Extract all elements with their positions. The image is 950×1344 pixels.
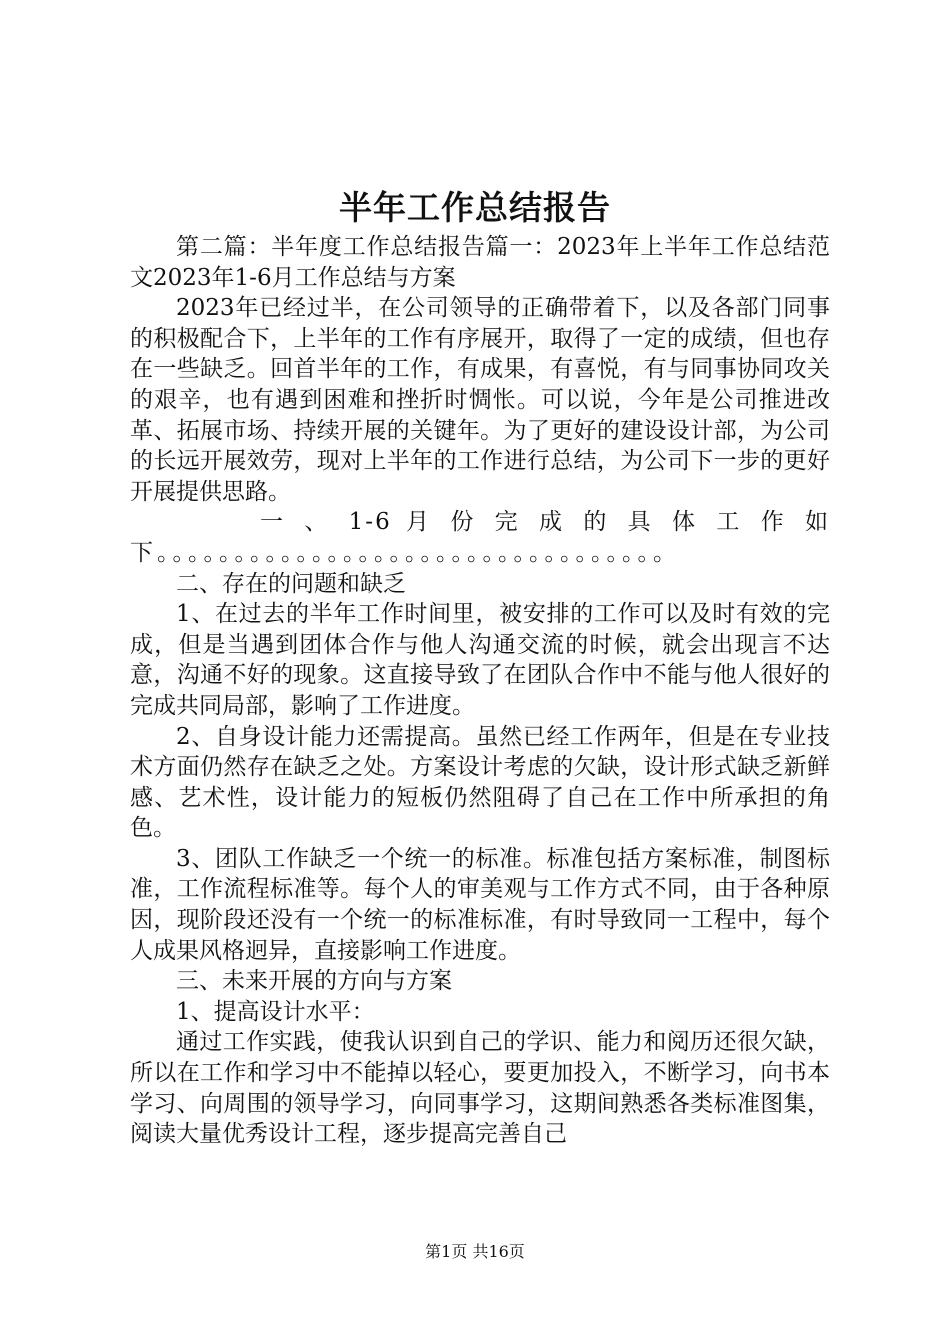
intro-heading-paragraph: 第二篇：半年度工作总结报告篇一：2023年上半年工作总结范文2023年1-6月工作总结与方案 [130,234,830,291]
problem-paragraph-2: 2、自身设计能力还需提高。虽然已经工作两年，但是在专业技术方面仍然存在缺乏之处。方案设计考虑的欠缺，设计形式缺乏新鲜感、艺术性，设计能力的短板仍然阻碍了自己在工作中所承担的角色。 [130,723,830,842]
intro-paragraph: 2023年已经过半，在公司领导的正确带着下，以及各部门同事的积极配合下，上半年的工作有序展开，取得了一定的成绩，但也存在一些缺乏。回首半年的工作，有成果，有喜悦，有与同事协同攻关的艰辛，也有遇到困难和挫折时惆怅。可以说，今年是公司推进改革、拓展市场、持续开展的关键年。为了更好的建设设计部，为公司的长远开展效劳，现对上半年的工作进行总结，为公司下一步的更好开展提供思路。 [130,295,830,505]
document-title: 半年工作总结报告 [339,188,611,227]
section-three-heading: 三、未来开展的方向与方案 [176,968,452,995]
page-footer: 第1页 共16页 [425,1242,525,1261]
section-two-heading: 二、存在的问题和缺乏 [176,570,406,597]
plan-paragraph-1: 通过工作实践，使我认识到自己的学识、能力和阅历还很欠缺，所以在工作和学习中不能掉以轻心，要更加投入，不断学习，向书本学习、向周围的领导学习，向同事学习，这期间熟悉各类标准图集，阅读大量优秀设计工程，逐步提高完善自己 [130,1029,830,1148]
problem-paragraph-1: 1、在过去的半年工作时间里，被安排的工作可以及时有效的完成，但是当遇到团体合作与他人沟通交流的时候，就会出现言不达意，沟通不好的现象。这直接导致了在团队合作中不能与他人很好的完成共同局部，影响了工作进度。 [130,601,830,719]
plan-subheading-1: 1、提高设计水平： [176,998,375,1025]
problem-paragraph-3: 3、团队工作缺乏一个统一的标准。标准包括方案标准，制图标准，工作流程标准等。每个人的审美观与工作方式不同，由于各种原因，现阶段还没有一个统一的标准标准，有时导致同一工程中，每个人成果风格迥异，直接影响工作进度。 [130,845,830,964]
document-body [130,232,830,1150]
section-one-continuation: 下。。。。。。。。。。。。。。。。。。。。。。。。。。。。。。。。。 [130,539,680,566]
section-one-heading: 一 、 1-6 月 份 完 成 的 具 体 工 作 如 [260,509,830,536]
